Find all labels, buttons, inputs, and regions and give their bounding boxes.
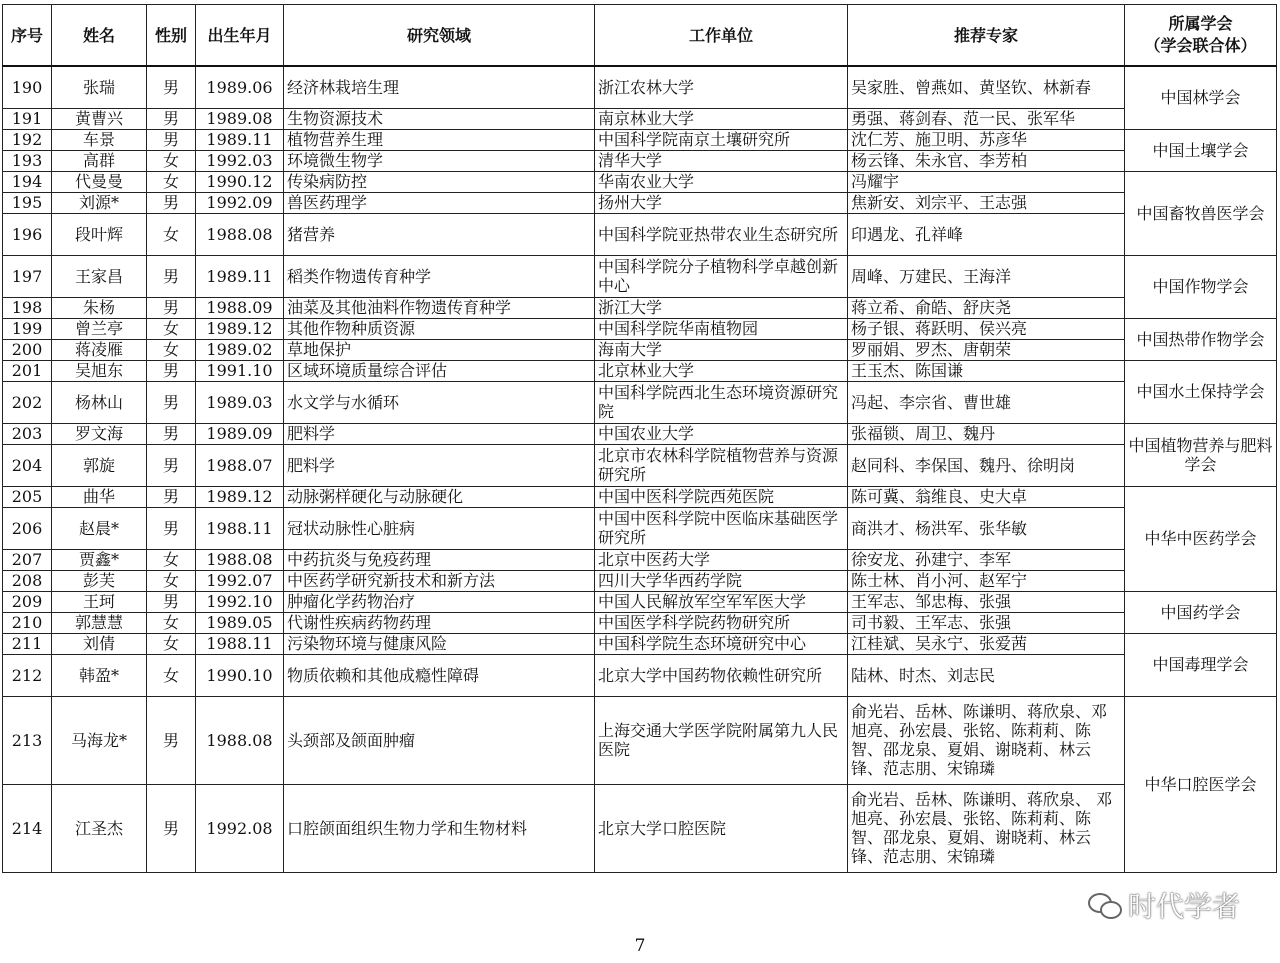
work-unit: 北京林业大学 [595,360,848,381]
row-number: 214 [3,784,52,872]
research-field: 生物资源技术 [284,108,595,129]
work-unit: 中国科学院亚热带农业生态研究所 [595,213,848,255]
birth-date: 1989.09 [196,423,284,444]
research-field: 经济林栽培生理 [284,66,595,108]
person-name: 马海龙* [52,696,147,784]
recommending-experts: 周峰、万建民、王海洋 [848,255,1125,297]
table-row [3,612,1277,633]
birth-date: 1988.07 [196,444,284,486]
person-name: 段叶辉 [52,213,147,255]
society-cell: 中国热带作物学会 [1125,318,1277,360]
person-name: 朱杨 [52,297,147,318]
society-cell: 中国作物学会 [1125,255,1277,318]
row-number: 204 [3,444,52,486]
person-name: 王珂 [52,591,147,612]
table-row [3,318,1277,339]
research-field: 其他作物种质资源 [284,318,595,339]
recommending-experts: 王玉杰、陈国谦 [848,360,1125,381]
person-name: 曾兰亭 [52,318,147,339]
sex: 女 [147,339,196,360]
table-row [3,570,1277,591]
birth-date: 1989.08 [196,108,284,129]
research-field: 植物营养生理 [284,129,595,150]
row-number: 206 [3,507,52,549]
person-name: 郭慧慧 [52,612,147,633]
birth-date: 1988.08 [196,549,284,570]
watermark-text: 时代学者 [1127,890,1240,923]
sex: 女 [147,633,196,654]
birth-date: 1990.10 [196,654,284,696]
person-name: 江圣杰 [52,784,147,872]
society-cell: 中国水土保持学会 [1125,360,1277,423]
sex: 男 [147,129,196,150]
roster-table [2,4,1277,873]
research-field: 代谢性疾病药物药理 [284,612,595,633]
work-unit: 浙江大学 [595,297,848,318]
row-number: 198 [3,297,52,318]
sex: 女 [147,570,196,591]
person-name: 彭芙 [52,570,147,591]
table-row [3,633,1277,654]
row-number: 200 [3,339,52,360]
recommending-experts: 司书毅、王军志、张强 [848,612,1125,633]
table-row [3,784,1277,872]
work-unit: 扬州大学 [595,192,848,213]
recommending-experts: 陆林、时杰、刘志民 [848,654,1125,696]
recommending-experts: 徐安龙、孙建宁、李军 [848,549,1125,570]
birth-date: 1989.06 [196,66,284,108]
recommending-experts: 蒋立希、俞皓、舒庆尧 [848,297,1125,318]
birth-date: 1989.05 [196,612,284,633]
work-unit: 北京大学中国药物依赖性研究所 [595,654,848,696]
work-unit: 北京大学口腔医院 [595,784,848,872]
birth-date: 1992.09 [196,192,284,213]
work-unit: 南京林业大学 [595,108,848,129]
work-unit: 华南农业大学 [595,171,848,192]
person-name: 张瑞 [52,66,147,108]
row-number: 211 [3,633,52,654]
research-field: 头颈部及颌面肿瘤 [284,696,595,784]
birth-date: 1988.11 [196,633,284,654]
person-name: 韩盈* [52,654,147,696]
person-name: 曲华 [52,486,147,507]
sex: 男 [147,255,196,297]
table-row [3,381,1277,423]
sex: 女 [147,612,196,633]
table-row [3,150,1277,171]
sex: 女 [147,171,196,192]
research-field: 油菜及其他油料作物遗传育种学 [284,297,595,318]
table-row [3,654,1277,696]
recommending-experts: 罗丽娟、罗杰、唐朝荣 [848,339,1125,360]
research-field: 动脉粥样硬化与动脉硬化 [284,486,595,507]
row-number: 195 [3,192,52,213]
research-field: 水文学与水循环 [284,381,595,423]
sex: 女 [147,213,196,255]
row-number: 201 [3,360,52,381]
person-name: 贾鑫* [52,549,147,570]
row-number: 213 [3,696,52,784]
recommending-experts: 赵同科、李保国、魏丹、徐明岗 [848,444,1125,486]
person-name: 高群 [52,150,147,171]
birth-date: 1989.12 [196,486,284,507]
birth-date: 1989.03 [196,381,284,423]
sex: 女 [147,549,196,570]
sex: 男 [147,696,196,784]
table-body [3,66,1277,872]
col-birth-header: 出生年月 [196,5,284,67]
sex: 男 [147,360,196,381]
work-unit: 浙江农林大学 [595,66,848,108]
sex: 男 [147,423,196,444]
research-field: 污染物环境与健康风险 [284,633,595,654]
person-name: 郭旋 [52,444,147,486]
row-number: 202 [3,381,52,423]
work-unit: 中国科学院西北生态环境资源研究院 [595,381,848,423]
work-unit: 中国中医科学院西苑医院 [595,486,848,507]
col-society-header: 所属学会 （学会联合体） [1125,5,1277,67]
table-row [3,444,1277,486]
table-row [3,108,1277,129]
society-cell: 中国毒理学会 [1125,633,1277,696]
recommending-experts: 杨云锋、朱永官、李芳柏 [848,150,1125,171]
sex: 男 [147,486,196,507]
research-field: 肥料学 [284,444,595,486]
birth-date: 1991.10 [196,360,284,381]
society-cell: 中华中医药学会 [1125,486,1277,591]
work-unit: 上海交通大学医学院附属第九人民医院 [595,696,848,784]
society-cell: 中国植物营养与肥料学会 [1125,423,1277,486]
row-number: 193 [3,150,52,171]
page-number: 7 [634,936,646,956]
birth-date: 1988.09 [196,297,284,318]
research-field: 传染病防控 [284,171,595,192]
research-field: 中药抗炎与免疫药理 [284,549,595,570]
birth-date: 1992.03 [196,150,284,171]
research-field: 环境微生物学 [284,150,595,171]
work-unit: 中国中医科学院中医临床基础医学研究所 [595,507,848,549]
col-no-header: 序号 [3,5,52,67]
person-name: 杨林山 [52,381,147,423]
work-unit: 中国医学科学院药物研究所 [595,612,848,633]
col-unit-header: 工作单位 [595,5,848,67]
sex: 女 [147,654,196,696]
col-name-header: 姓名 [52,5,147,67]
recommending-experts: 俞光岩、岳林、陈谦明、蒋欣泉、邓旭亮、孙宏晨、张铭、陈莉莉、陈智、邵龙泉、夏娟、谢晓莉、林云锋、范志朋、宋锦璘 [848,696,1125,784]
sex: 男 [147,444,196,486]
recommending-experts: 商洪才、杨洪军、张华敏 [848,507,1125,549]
research-field: 口腔颌面组织生物力学和生物材料 [284,784,595,872]
table-row [3,591,1277,612]
row-number: 199 [3,318,52,339]
society-cell: 中国林学会 [1125,66,1277,129]
recommending-experts: 沈仁芳、施卫明、苏彦华 [848,129,1125,150]
recommending-experts: 俞光岩、岳林、陈谦明、蒋欣泉、 邓旭亮、孙宏晨、张铭、陈莉莉、陈智、邵龙泉、夏娟、谢晓莉、林云锋、范志朋、宋锦璘 [848,784,1125,872]
recommending-experts: 印遇龙、孔祥峰 [848,213,1125,255]
sex: 男 [147,66,196,108]
work-unit: 中国人民解放军空军军医大学 [595,591,848,612]
person-name: 吴旭东 [52,360,147,381]
birth-date: 1992.10 [196,591,284,612]
sex: 女 [147,318,196,339]
work-unit: 中国农业大学 [595,423,848,444]
research-field: 物质依赖和其他成瘾性障碍 [284,654,595,696]
sex: 男 [147,784,196,872]
research-field: 区域环境质量综合评估 [284,360,595,381]
col-sex-header: 性别 [147,5,196,67]
birth-date: 1988.08 [196,213,284,255]
table-row [3,549,1277,570]
research-field: 稻类作物遗传育种学 [284,255,595,297]
recommending-experts: 吴家胜、曾燕如、黄坚钦、林新春 [848,66,1125,108]
person-name: 代曼曼 [52,171,147,192]
row-number: 196 [3,213,52,255]
person-name: 蒋凌雁 [52,339,147,360]
row-number: 197 [3,255,52,297]
research-field: 肿瘤化学药物治疗 [284,591,595,612]
sex: 男 [147,297,196,318]
table-row [3,339,1277,360]
row-number: 203 [3,423,52,444]
table-row [3,297,1277,318]
col-field-header: 研究领域 [284,5,595,67]
birth-date: 1989.12 [196,318,284,339]
birth-date: 1992.07 [196,570,284,591]
row-number: 205 [3,486,52,507]
society-cell: 中国土壤学会 [1125,129,1277,171]
row-number: 208 [3,570,52,591]
person-name: 刘倩 [52,633,147,654]
table-row [3,486,1277,507]
table-row [3,171,1277,192]
work-unit: 中国科学院南京土壤研究所 [595,129,848,150]
table-row [3,423,1277,444]
recommending-experts: 杨子银、蒋跃明、侯兴亮 [848,318,1125,339]
person-name: 黄曹兴 [52,108,147,129]
row-number: 192 [3,129,52,150]
header-row [3,5,1277,67]
person-name: 刘源* [52,192,147,213]
research-field: 草地保护 [284,339,595,360]
row-number: 210 [3,612,52,633]
work-unit: 清华大学 [595,150,848,171]
row-number: 209 [3,591,52,612]
research-field: 冠状动脉性心脏病 [284,507,595,549]
birth-date: 1989.02 [196,339,284,360]
society-cell: 中华口腔医学会 [1125,696,1277,872]
row-number: 212 [3,654,52,696]
research-field: 肥料学 [284,423,595,444]
recommending-experts: 焦新安、刘宗平、王志强 [848,192,1125,213]
work-unit: 海南大学 [595,339,848,360]
recommending-experts: 陈士林、肖小河、赵军宁 [848,570,1125,591]
row-number: 191 [3,108,52,129]
table-row [3,255,1277,297]
table-row [3,507,1277,549]
work-unit: 四川大学华西药学院 [595,570,848,591]
birth-date: 1989.11 [196,255,284,297]
sex: 男 [147,591,196,612]
work-unit: 中国科学院分子植物科学卓越创新中心 [595,255,848,297]
research-field: 中医药学研究新技术和新方法 [284,570,595,591]
work-unit: 北京中医药大学 [595,549,848,570]
table-row [3,696,1277,784]
table-row [3,213,1277,255]
work-unit: 北京市农林科学院植物营养与资源研究所 [595,444,848,486]
row-number: 207 [3,549,52,570]
birth-date: 1988.11 [196,507,284,549]
sex: 男 [147,108,196,129]
table-row [3,66,1277,108]
recommending-experts: 勇强、蒋剑春、范一民、张军华 [848,108,1125,129]
research-field: 兽医药理学 [284,192,595,213]
col-experts-header: 推荐专家 [848,5,1125,67]
research-field: 猪营养 [284,213,595,255]
table-row [3,129,1277,150]
society-cell: 中国药学会 [1125,591,1277,633]
work-unit: 中国科学院华南植物园 [595,318,848,339]
person-name: 王家昌 [52,255,147,297]
birth-date: 1992.08 [196,784,284,872]
person-name: 赵晨* [52,507,147,549]
sex: 男 [147,507,196,549]
sex: 男 [147,381,196,423]
recommending-experts: 江桂斌、吴永宁、张爱茜 [848,633,1125,654]
watermark [1088,885,1240,925]
table-row [3,192,1277,213]
row-number: 194 [3,171,52,192]
society-cell: 中国畜牧兽医学会 [1125,171,1277,255]
work-unit: 中国科学院生态环境研究中心 [595,633,848,654]
person-name: 车景 [52,129,147,150]
wechat-icon [1088,891,1122,919]
recommending-experts: 陈可冀、翁维良、史大卓 [848,486,1125,507]
row-number: 190 [3,66,52,108]
sex: 男 [147,192,196,213]
table-row [3,360,1277,381]
person-name: 罗文海 [52,423,147,444]
recommending-experts: 王军志、邹忠梅、张强 [848,591,1125,612]
recommending-experts: 冯起、李宗省、曹世雄 [848,381,1125,423]
birth-date: 1988.08 [196,696,284,784]
recommending-experts: 张福锁、周卫、魏丹 [848,423,1125,444]
sex: 女 [147,150,196,171]
birth-date: 1990.12 [196,171,284,192]
recommending-experts: 冯耀宇 [848,171,1125,192]
birth-date: 1989.11 [196,129,284,150]
